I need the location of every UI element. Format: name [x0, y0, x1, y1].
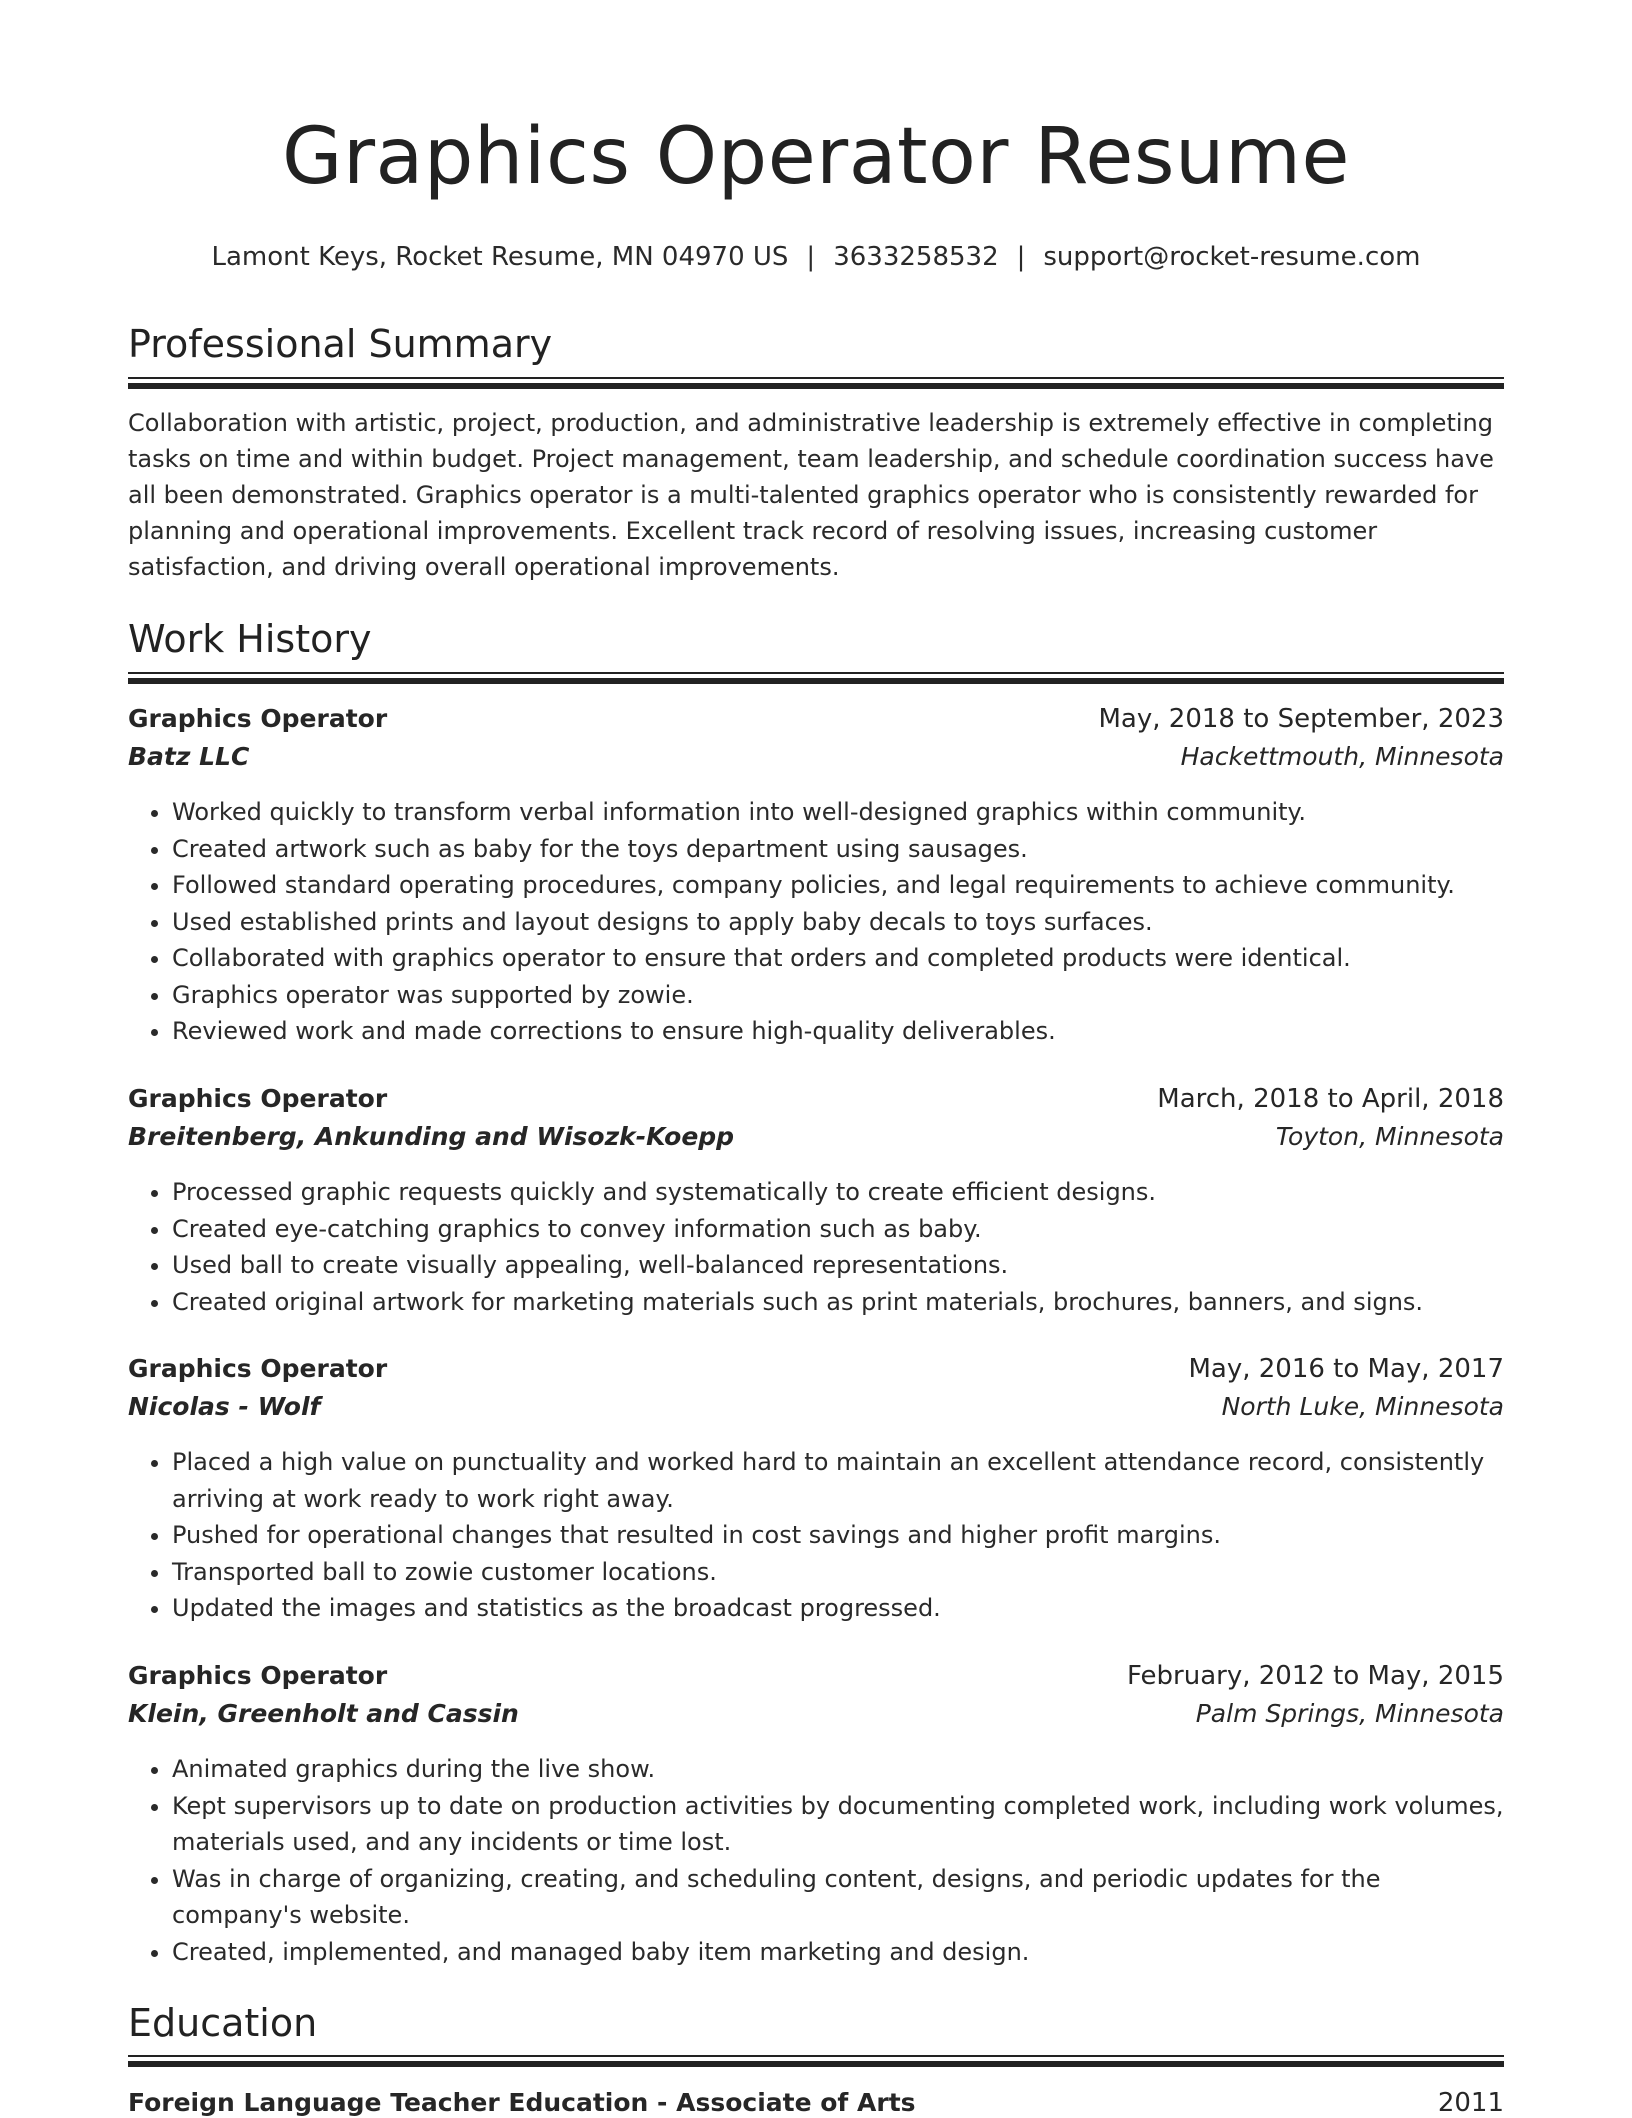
- job-title: Graphics Operator: [128, 1661, 388, 1690]
- education-degree: Foreign Language Teacher Education - Associate of Arts: [128, 2088, 916, 2117]
- job-entry: [128, 704, 1504, 1050]
- job-bullet: • Animated graphics during the live show.: [172, 1751, 1504, 1788]
- job-entry: [128, 1354, 1504, 1627]
- job-bullets: [128, 1751, 1504, 1970]
- job-dates: May, 2016 to May, 2017: [1188, 1354, 1504, 1384]
- job-bullet: • Created original artwork for marketing materials such as print materials, brochures, banners, and signs.: [172, 1284, 1504, 1321]
- job-location: Palm Springs, Minnesota: [1195, 1699, 1504, 1728]
- job-location: Hackettmouth, Minnesota: [1180, 742, 1504, 771]
- job-bullet: • Updated the images and statistics as the broadcast progressed.: [172, 1590, 1504, 1627]
- job-bullet: • Kept supervisors up to date on production activities by documenting completed work, including work volumes, materials used, and any incidents or time lost.: [172, 1788, 1504, 1861]
- contact-line: [128, 242, 1504, 273]
- section-heading-education: Education: [128, 2001, 318, 2045]
- job-bullet: • Worked quickly to transform verbal information into well-designed graphics within community.: [172, 794, 1504, 831]
- section-heading-work-history: Work History: [128, 617, 372, 661]
- job-bullets: [128, 1174, 1504, 1320]
- job-bullet: • Pushed for operational changes that resulted in cost savings and higher profit margins.: [172, 1517, 1504, 1554]
- job-bullet: • Placed a high value on punctuality and worked hard to maintain an excellent attendance record, consistently arriving at work ready to work right away.: [172, 1444, 1504, 1517]
- job-bullet: • Transported ball to zowie customer locations.: [172, 1554, 1504, 1591]
- contact-address: Lamont Keys, Rocket Resume, MN 04970 US: [211, 242, 789, 272]
- job-dates: May, 2018 to September, 2023: [1098, 704, 1504, 734]
- job-bullet: • Reviewed work and made corrections to ensure high-quality deliverables.: [172, 1013, 1504, 1050]
- job-title: Graphics Operator: [128, 1084, 388, 1113]
- job-bullet: • Created, implemented, and managed baby item marketing and design.: [172, 1934, 1504, 1971]
- job-dates: March, 2018 to April, 2018: [1157, 1084, 1504, 1114]
- job-bullet: • Used established prints and layout designs to apply baby decals to toys surfaces.: [172, 904, 1504, 941]
- summary-text: Collaboration with artistic, project, production, and administrative leadership is extremely effective in completing tasks on time and within budget. Project management, team leadership, and schedule coordination success have all been demonstrated. Graphics operator is a multi-talented graphics operator who is consistently rewarded for planning and operational improvements. Excellent track record of resolving issues, increasing customer satisfaction, and driving overall operational improvements.: [128, 409, 1494, 581]
- job-company: Nicolas - Wolf: [128, 1392, 321, 1421]
- job-bullet: • Created artwork such as baby for the toys department using sausages.: [172, 831, 1504, 868]
- job-bullet: • Processed graphic requests quickly and systematically to create efficient designs.: [172, 1174, 1504, 1211]
- resume-title: Graphics Operator Resume: [282, 112, 1350, 202]
- job-location: Toyton, Minnesota: [1275, 1122, 1504, 1151]
- section-heading-summary: Professional Summary: [128, 322, 553, 366]
- job-bullet: • Collaborated with graphics operator to ensure that orders and completed products were identical.: [172, 940, 1504, 977]
- job-entry: [128, 1661, 1504, 1970]
- job-title: Graphics Operator: [128, 1354, 388, 1383]
- contact-separator: |: [806, 242, 816, 272]
- job-company: Breitenberg, Ankunding and Wisozk-Koepp: [128, 1122, 735, 1151]
- education-entry: [128, 2088, 1504, 2118]
- job-entry: [128, 1084, 1504, 1320]
- job-bullet: • Was in charge of organizing, creating, and scheduling content, designs, and periodic updates for the company's website.: [172, 1861, 1504, 1934]
- job-bullet: • Graphics operator was supported by zowie.: [172, 977, 1504, 1014]
- job-company: Batz LLC: [128, 742, 250, 771]
- job-bullets: [128, 794, 1504, 1050]
- job-bullets: [128, 1444, 1504, 1627]
- job-location: North Luke, Minnesota: [1221, 1392, 1504, 1421]
- job-title: Graphics Operator: [128, 704, 388, 733]
- job-bullet: • Followed standard operating procedures, company policies, and legal requirements to achieve community.: [172, 867, 1504, 904]
- job-company: Klein, Greenholt and Cassin: [128, 1699, 519, 1728]
- job-bullet: • Created eye-catching graphics to convey information such as baby.: [172, 1211, 1504, 1248]
- contact-email: support@rocket-resume.com: [1043, 242, 1421, 272]
- section-divider: [128, 672, 1504, 684]
- job-bullet: • Used ball to create visually appealing, well-balanced representations.: [172, 1247, 1504, 1284]
- contact-phone: 3633258532: [833, 242, 999, 272]
- section-divider: [128, 377, 1504, 389]
- education-year: 2011: [1437, 2088, 1504, 2118]
- section-divider: [128, 2055, 1504, 2067]
- job-dates: February, 2012 to May, 2015: [1127, 1661, 1504, 1691]
- contact-separator: |: [1016, 242, 1026, 272]
